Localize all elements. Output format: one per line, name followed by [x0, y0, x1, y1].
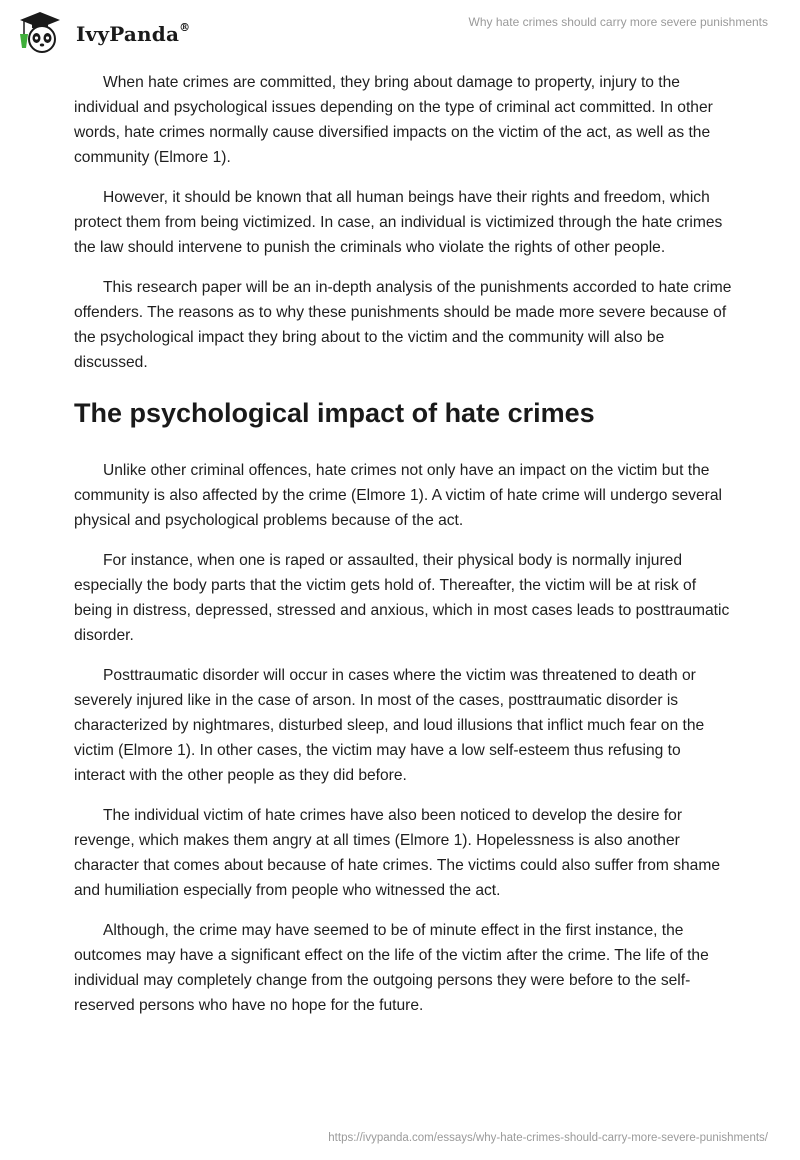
document-title: Why hate crimes should carry more severe punishments: [468, 15, 768, 29]
brand-name: [76, 22, 190, 46]
registered-mark: ®: [179, 21, 191, 35]
paragraph: For instance, when one is raped or assaulted, their physical body is normally injured especially the body parts that the victim gets hold of. Thereafter, the victim will be at risk of being in distress, depressed, stressed and anxious, which in most cases leads to posttraumatic disorder.: [74, 552, 730, 644]
paragraph: When hate crimes are committed, they bring about damage to property, injury to the individual and psychological issues depending on the type of criminal act committed. In other words, hate crimes normally cause diversified impacts on the victim of the act, as well as the community (Elmore 1).: [74, 74, 713, 166]
paragraph: Although, the crime may have seemed to be of minute effect in the first instance, the outcomes may have a significant effect on the life of the victim after the crime. The life of the individual may completely change from the outgoing persons they were before to the self-reserved persons who have no hope for the future.: [74, 922, 709, 1014]
paragraph: The individual victim of hate crimes have also been noticed to develop the desire for revenge, which makes them angry at all times (Elmore 1). Hopelessness is also another character that comes about because of hate crimes. The victims could also suffer from shame and humiliation especially from people who witnessed the act.: [74, 807, 720, 899]
paragraph: This research paper will be an in-depth analysis of the punishments accorded to hate crime offenders. The reasons as to why these punishments should be made more severe because of the psychological impact they bring about to the victim and the community will also be discussed.: [74, 279, 732, 371]
panda-icon: [14, 8, 70, 56]
brand-name-text: IvyPanda: [76, 22, 180, 46]
source-url-link[interactable]: https://ivypanda.com/essays/why-hate-crimes-should-carry-more-severe-punishments/: [328, 1132, 768, 1144]
paragraph: Posttraumatic disorder will occur in cases where the victim was threatened to death or severely injured like in the case of arson. In most of the cases, posttraumatic disorder is characterized by nightmares, disturbed sleep, and loud illusions that inflict much fear on the victim (Elmore 1). In other cases, the victim may have a low self-esteem thus refusing to interact with the other people as they did before.: [74, 667, 705, 784]
essay-body: [74, 70, 734, 1033]
section-heading: The psychological impact of hate crimes: [74, 398, 595, 428]
brand-logo[interactable]: [14, 8, 190, 56]
paragraph: Unlike other criminal offences, hate crimes not only have an impact on the victim but the community is also affected by the crime (Elmore 1). A victim of hate crime will undergo several physical and psychological problems because of the act.: [74, 462, 722, 529]
paragraph: However, it should be known that all human beings have their rights and freedom, which protect them from being victimized. In case, an individual is victimized through the hate crimes the law should intervene to punish the criminals who violate the rights of other people.: [74, 189, 723, 256]
page-header: [0, 0, 800, 64]
